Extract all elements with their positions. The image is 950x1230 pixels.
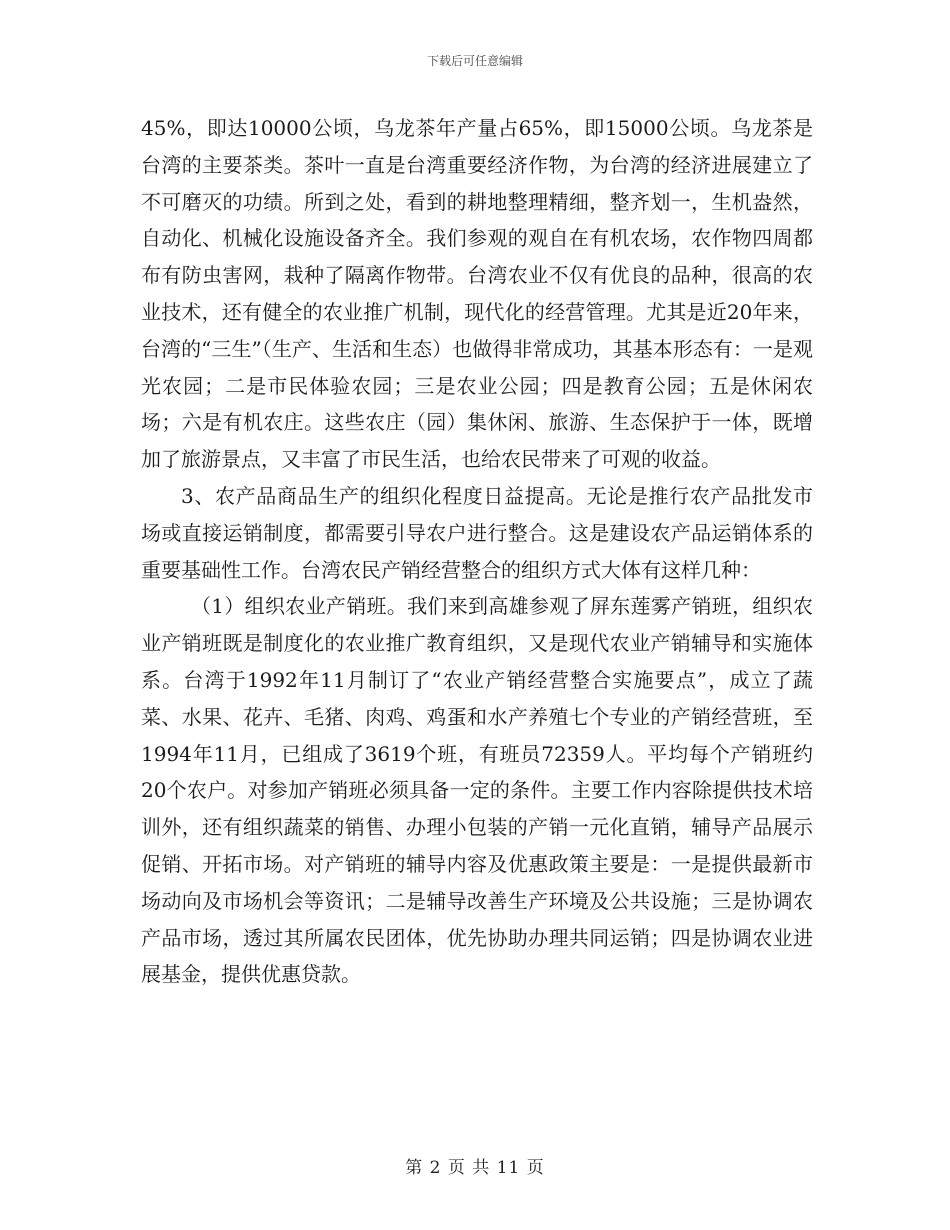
page-number-footer: 第 2 页 共 11 页 [405, 1158, 545, 1178]
paragraph-production-sales-groups: （1）组织农业产销班。我们来到高雄参观了屏东莲雾产销班，组织农业产销班既是制度化的农业推广教育组织，又是现代农业产销辅导和实施体系。台湾于1992年11月制订了“农业产销经营整合实施要点”，成立了蔬菜、水果、花卉、毛猪、肉鸡、鸡蛋和水产养殖七个专业的产销经营班，至1994年11月，已组成了3619个班，有班员72359人。平均每个产销班约20个农户。对参加产销班必须具备一定的条件。主要工作内容除提供技术培训外，还有组织蔬菜的销售、办理小包装的产销一元化直销，辅导产品展示促销、开拓市场。对产销班的辅导内容及优惠政策主要是：一是提供最新市场动向及市场机会等资讯；二是辅导改善生产环境及公共设施；三是协调农产品市场，透过其所属农民团体，优先协助办理共同运销；四是协调农业进展基金，提供优惠贷款。 [141, 594, 813, 987]
document-body [141, 110, 813, 993]
paragraph-tea-and-farms: 45%，即达10000公顷，乌龙茶年产量占65%，即15000公顷。乌龙茶是台湾的主要茶类。茶叶一直是台湾重要经济作物，为台湾的经济进展建立了不可磨灭的功绩。所到之处，看到的耕地整理精细，整齐划一，生机盎然，自动化、机械化设施设备齐全。我们参观的观自在有机农场，农作物四周都布有防虫害网，栽种了隔离作物带。台湾农业不仅有优良的品种，很高的农业技术，还有健全的农业推广机制，现代化的经营管理。尤其是近20年来，台湾的“三生”（生产、生活和生态）也做得非常成功，其基本形态有：一是观光农园；二是市民体验农园；三是农业公园；四是教育公园；五是休闲农场；六是有机农庄。这些农庄（园）集休闲、旅游、生态保护于一体，既增加了旅游景点，又丰富了市民生活，也给农民带来了可观的收益。 [141, 116, 813, 472]
paragraph-organization-level: 3、农产品商品生产的组织化程度日益提高。无论是推行农产品批发市场或直接运销制度，都需要引导农户进行整合。这是建设农产品运销体系的重要基础性工作。台湾农民产销经营整合的组织方式大体有这样几种： [141, 483, 813, 582]
page-header: 下载后可任意编辑 [426, 54, 523, 68]
